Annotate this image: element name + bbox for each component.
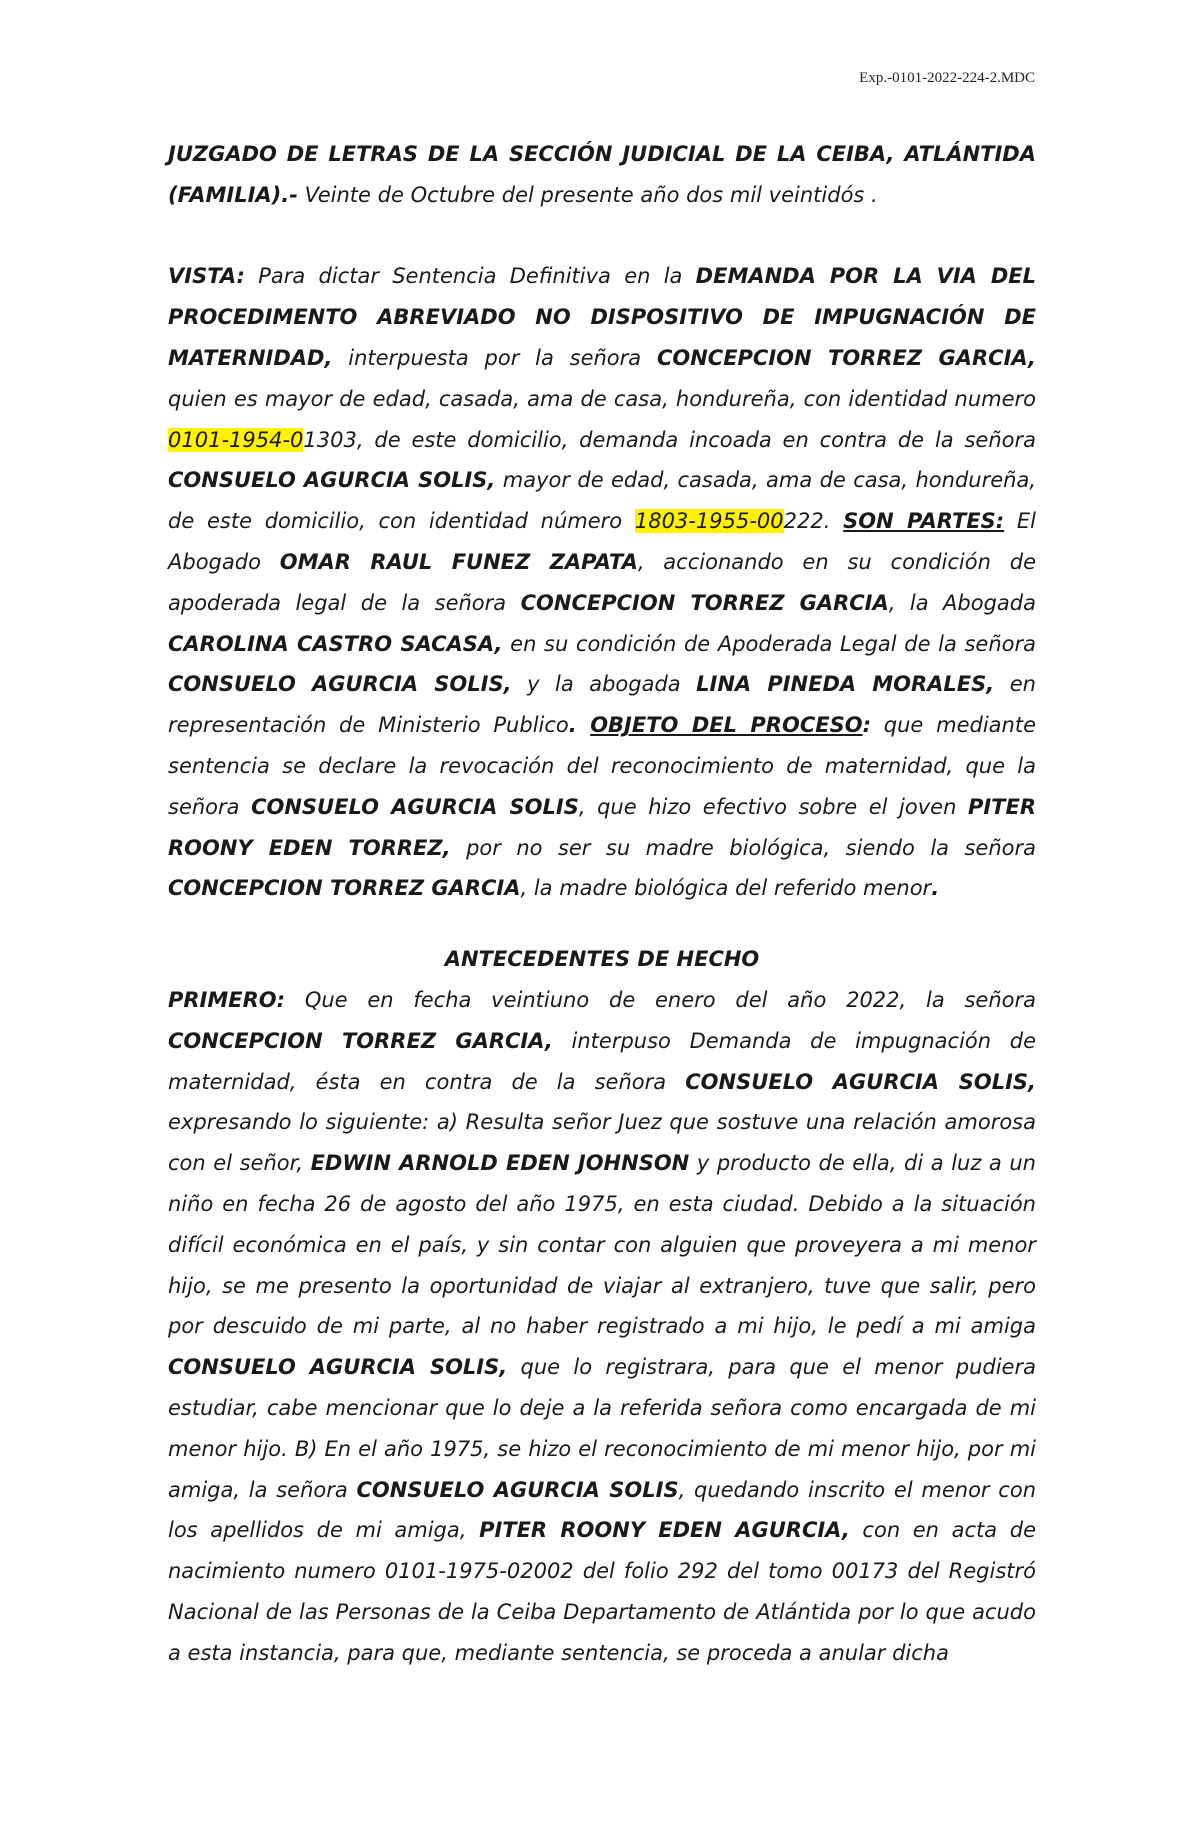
- intro-date: Veinte de Octubre del presente año dos mil veintidós .: [297, 182, 878, 207]
- party-name: CONCEPCION TORREZ GARCIA: [520, 590, 889, 615]
- highlighted-id: 1803-1955-00: [634, 509, 784, 534]
- party-name: LINA PINEDA MORALES,: [696, 672, 995, 697]
- document-body: [168, 134, 1036, 1673]
- text-run: El Abogado: [168, 509, 1037, 574]
- text-run: , accionando en su condición de apoderada legal de la señora: [168, 549, 1036, 615]
- text-run: en su condición de Apoderada Legal de la señora: [502, 631, 1036, 656]
- vista-label: VISTA:: [168, 264, 245, 289]
- objeto-label: OBJETO DEL PROCESO: [590, 713, 863, 738]
- text-run: , que hizo efectivo sobre el joven: [578, 794, 968, 819]
- text-run: 222.: [783, 509, 844, 534]
- text-run: por no ser su madre biológica, siendo la señora: [450, 835, 1036, 860]
- party-name: OMAR RAUL FUNEZ ZAPATA: [279, 549, 638, 574]
- party-name: EDWIN ARNOLD EDEN JOHNSON: [310, 1151, 690, 1176]
- text-run: interpuesta por la señora: [332, 345, 657, 370]
- expediente-number: Exp.-0101-2022-224-2.MDC: [859, 70, 1035, 86]
- demand-type: DEMANDA POR LA VIA DEL PROCEDIMENTO ABREVIADO NO DISPOSITIVO DE IMPUGNACIÓN DE MATERNIDAD,: [168, 264, 1036, 370]
- text-run: , la madre biológica del referido menor: [520, 876, 932, 901]
- party-name: CAROLINA CASTRO SACASA,: [168, 631, 503, 656]
- spacer: [168, 909, 1036, 939]
- party-name: CONSUELO AGURCIA SOLIS: [356, 1477, 679, 1502]
- text-run: :: [862, 713, 871, 738]
- spacer: [168, 216, 1036, 257]
- party-name: CONCEPCION TORREZ GARCIA,: [168, 1028, 553, 1053]
- text-run: .: [931, 876, 940, 901]
- party-name: CONSUELO AGURCIA SOLIS,: [685, 1069, 1037, 1094]
- highlighted-id: 0101-1954-0: [168, 427, 304, 452]
- party-name: CONSUELO AGURCIA SOLIS,: [168, 672, 512, 697]
- text-run: , la Abogada: [888, 590, 1037, 615]
- text-run: interpuso Demanda de impugnación de maternidad, ésta en contra de la señora: [168, 1028, 1036, 1094]
- text-run: y producto de ella, di a luz a un niño en fecha 26 de agosto del año 1975, en esta ciudad. Debido a la situación difícil económica en el país, y sin contar con alguien que proveyera a mi menor hijo, se me presento la oportunidad de viajar al extranjero, tuve que salir, pero por descuido de mi parte, al no haber registrado a mi hijo, le pedí a mi amiga: [168, 1151, 1036, 1339]
- text-run: , quedando inscrito el menor con los apellidos de mi amiga,: [168, 1477, 1037, 1543]
- vista-paragraph: [168, 256, 1036, 909]
- text-run: en representación de Ministerio Publico: [168, 672, 1036, 738]
- text-run: mayor de edad, casada, ama de casa, hondureña, de este domicilio, con identidad número: [168, 468, 1037, 534]
- son-partes-label: SON PARTES:: [843, 509, 1005, 534]
- text-run: que mediante sentencia se declare la revocación del reconocimiento de maternidad, que la señora: [168, 713, 1036, 819]
- court-name: JUZGADO DE LETRAS DE LA SECCIÓN JUDICIAL DE LA CEIBA, ATLÁNTIDA (FAMILIA).-: [168, 142, 1036, 207]
- text-run: con en acta de nacimiento numero 0101-1975-02002 del folio 292 del tomo 00173 del Registró Nacional de las Personas de la Ceiba Departamento de Atlántida por lo que acudo a esta instancia, para que, mediante sentencia, se proceda a anular dicha: [168, 1518, 1036, 1665]
- party-name: CONSUELO AGURCIA SOLIS: [251, 794, 579, 819]
- text-run: Para dictar Sentencia Definitiva en la: [244, 264, 696, 289]
- text-run: que lo registrara, para que el menor pudiera estudiar, cabe mencionar que lo deje a la referida señora como encargada de mi menor hijo. B) En el año 1975, se hizo el reconocimiento de mi menor hijo, por mi amiga, la señora: [168, 1355, 1036, 1502]
- party-name: CONCEPCION TORREZ GARCIA: [168, 876, 521, 901]
- party-name: PITER ROONY EDEN TORREZ,: [168, 794, 1037, 860]
- primero-paragraph: [168, 980, 1036, 1674]
- text-run: quien es mayor de edad, casada, ama de casa, hondureña, con identidad numero: [168, 386, 1036, 411]
- party-name: CONSUELO AGURCIA SOLIS,: [168, 1355, 508, 1380]
- party-name: CONSUELO AGURCIA SOLIS,: [168, 468, 496, 493]
- text-run: Que en fecha veintiuno de enero del año 2022, la señora: [285, 987, 1036, 1012]
- party-name: PITER ROONY EDEN AGURCIA,: [479, 1518, 850, 1543]
- party-name: CONCEPCION TORREZ GARCIA,: [656, 345, 1036, 370]
- primero-label: PRIMERO:: [168, 987, 286, 1012]
- text-run: expresando lo siguiente: a) Resulta señor Juez que sostuve una relación amorosa con el señor,: [168, 1110, 1036, 1176]
- text-run: 1303, de este domicilio, demanda incoada en contra de la señora: [303, 427, 1036, 452]
- section-heading: [168, 939, 1036, 980]
- antecedentes-heading: ANTECEDENTES DE HECHO: [444, 947, 760, 972]
- text-run: y la abogada: [511, 672, 697, 697]
- text-run: .: [568, 713, 591, 738]
- court-intro: [168, 134, 1036, 216]
